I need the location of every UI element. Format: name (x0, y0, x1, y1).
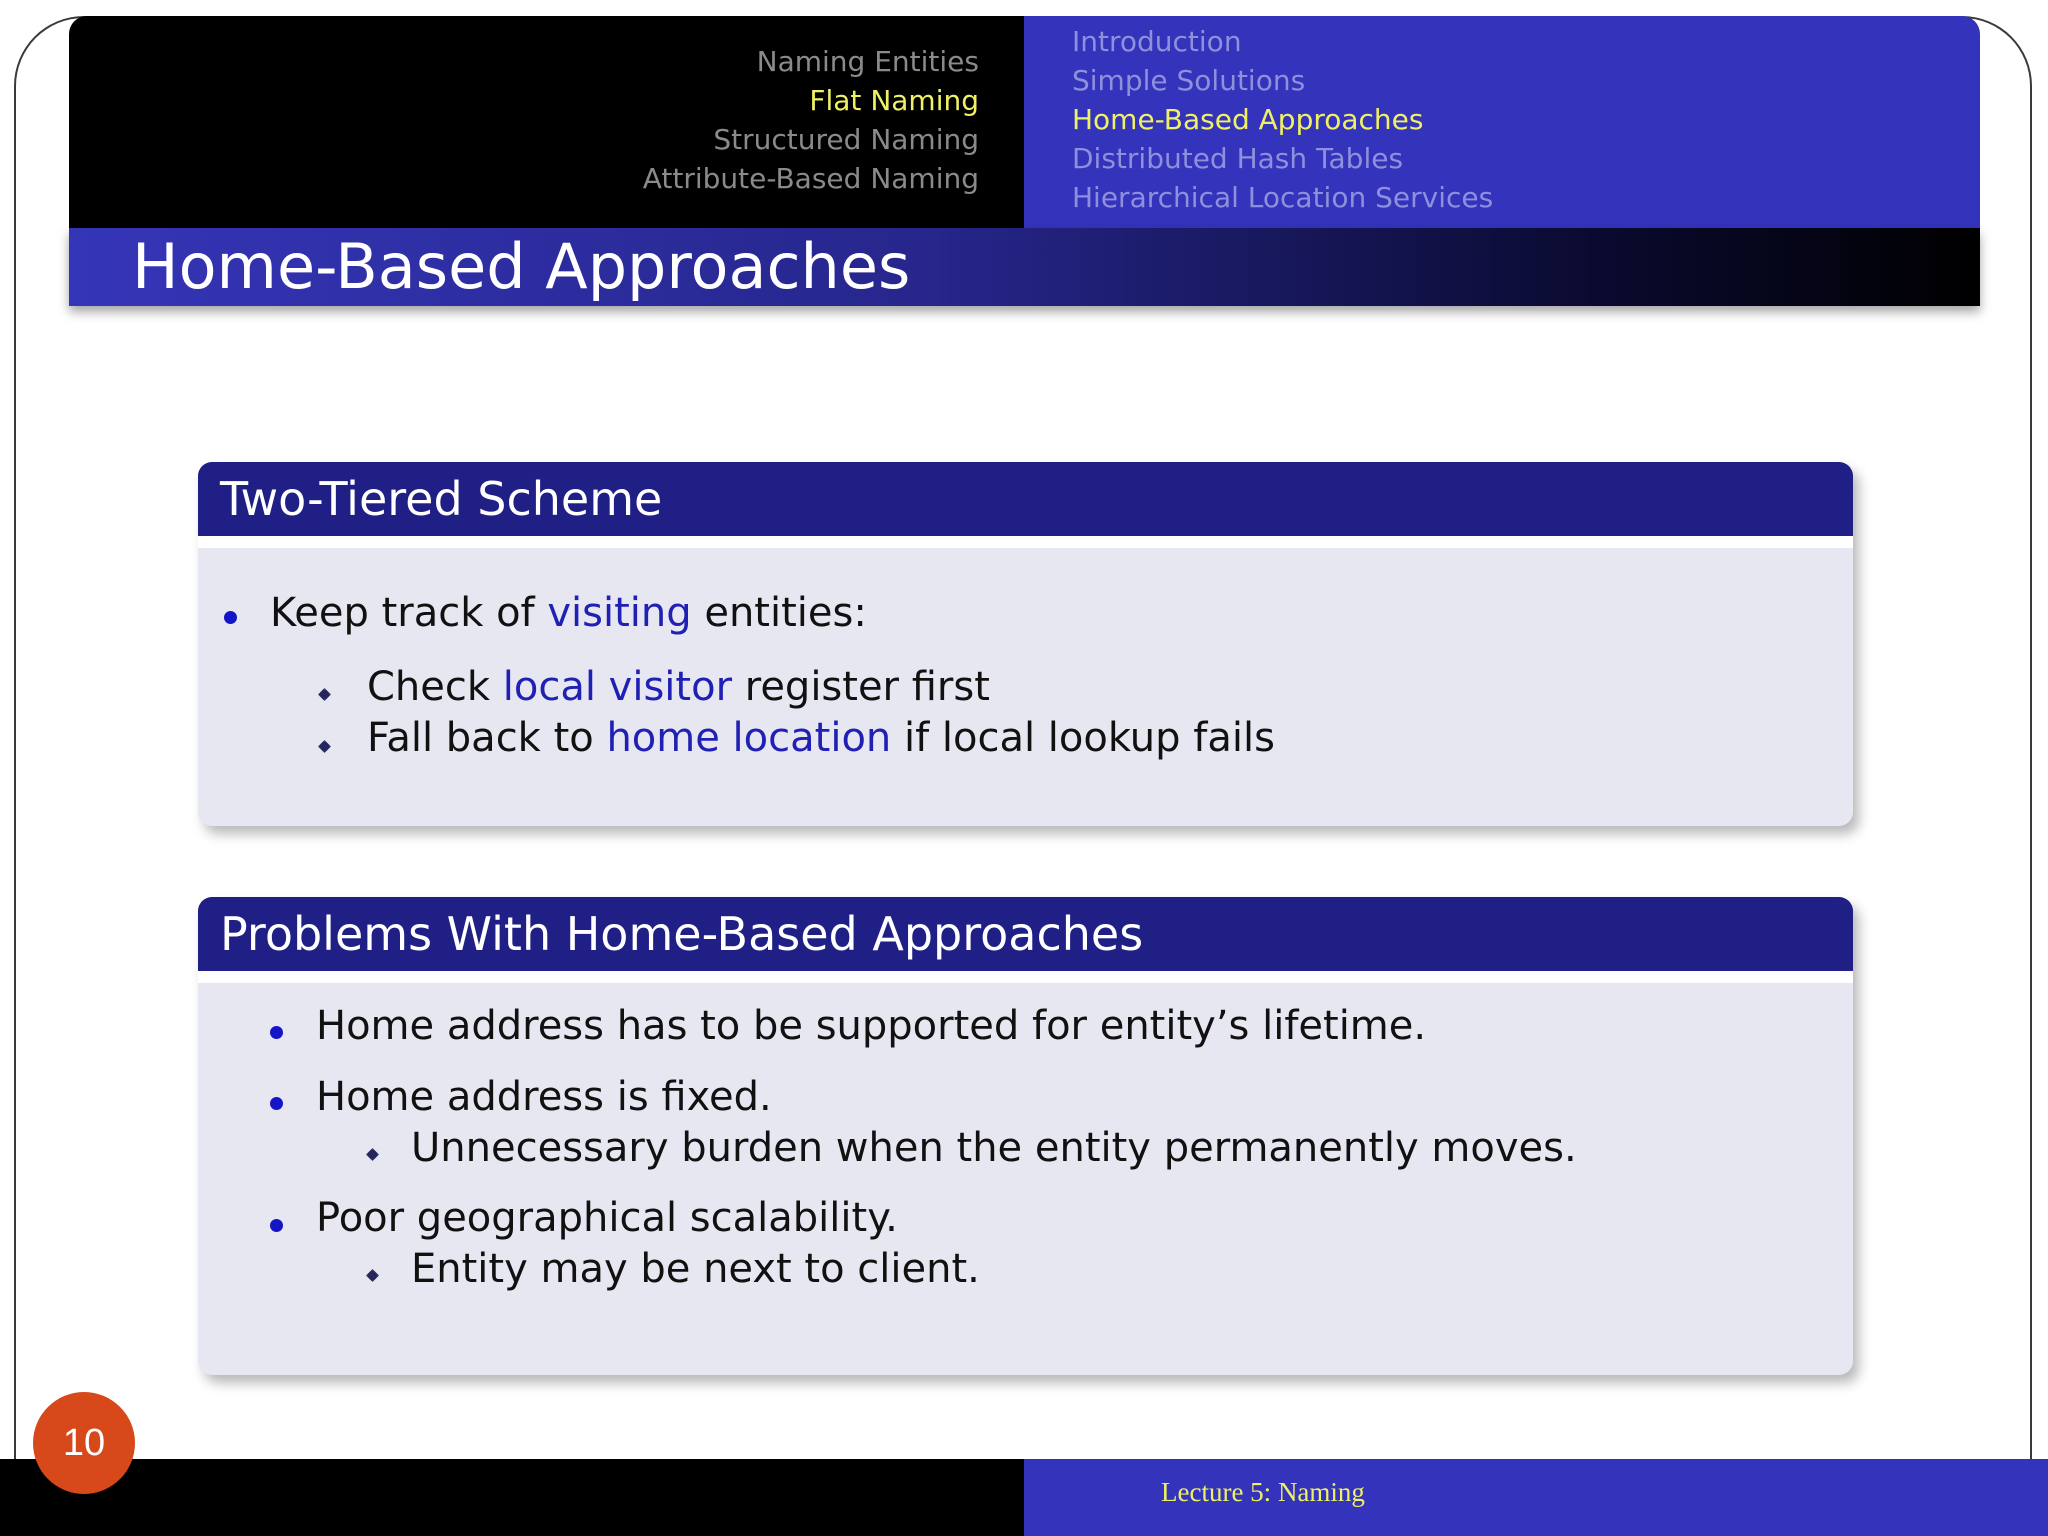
highlight-text: local visitor (502, 664, 733, 710)
bullet-icon (270, 1097, 283, 1110)
list-item: Home address is fixed. (316, 1074, 772, 1120)
nav-section-attribute-based-naming[interactable]: Attribute-Based Naming (642, 162, 979, 195)
nav-subsection-introduction[interactable]: Introduction (1072, 25, 1242, 58)
block-title: Problems With Home-Based Approaches (198, 897, 1853, 983)
highlight-text: visiting (547, 590, 692, 636)
block-title: Two-Tiered Scheme (198, 462, 1853, 548)
list-item: Home address has to be supported for entity’s lifetime. (316, 1003, 1427, 1049)
slide-title: Home-Based Approaches (132, 230, 911, 303)
sub-bullet-icon (366, 1148, 379, 1161)
section-nav (69, 16, 1024, 228)
nav-subsection-hierarchical-location-services[interactable]: Hierarchical Location Services (1072, 181, 1494, 214)
navigation-header (69, 16, 1980, 228)
text: Fall back to (367, 715, 607, 761)
nav-subsection-simple-solutions[interactable]: Simple Solutions (1072, 64, 1306, 97)
highlight-text: home location (606, 715, 892, 761)
page-number-badge: 10 (33, 1392, 135, 1494)
two-tiered-scheme-block (198, 462, 1853, 826)
footer-lecture-title: Lecture 5: Naming (1161, 1477, 1365, 1507)
list-item: Poor geographical scalability. (316, 1195, 898, 1241)
nav-subsection-distributed-hash-tables[interactable]: Distributed Hash Tables (1072, 142, 1404, 175)
sub-list-item (367, 715, 1275, 761)
sub-bullet-icon (318, 688, 331, 701)
text: register first (732, 664, 990, 710)
text: entities: (691, 590, 867, 636)
sub-list-item: Unnecessary burden when the entity permanently moves. (411, 1125, 1577, 1171)
subsection-nav (1024, 16, 1980, 228)
sub-bullet-icon (366, 1269, 379, 1282)
text: Check (367, 664, 503, 710)
bullet-icon (270, 1219, 283, 1232)
list-item (270, 590, 867, 636)
footer-left (0, 1459, 1024, 1536)
nav-section-flat-naming[interactable]: Flat Naming (809, 84, 979, 117)
problems-block (198, 897, 1853, 1375)
sub-list-item (367, 664, 990, 710)
bullet-icon (224, 611, 237, 624)
footer-right (1024, 1459, 2048, 1536)
bullet-icon (270, 1026, 283, 1039)
nav-subsection-home-based-approaches[interactable]: Home-Based Approaches (1072, 103, 1424, 136)
slide-title-bar (69, 228, 1980, 306)
sub-list-item: Entity may be next to client. (411, 1246, 980, 1292)
footer-bar (0, 1459, 2048, 1536)
sub-bullet-icon (318, 740, 331, 753)
nav-section-naming-entities[interactable]: Naming Entities (756, 45, 979, 78)
nav-section-structured-naming[interactable]: Structured Naming (713, 123, 979, 156)
text: Keep track of (270, 590, 548, 636)
text: if local lookup fails (891, 715, 1275, 761)
